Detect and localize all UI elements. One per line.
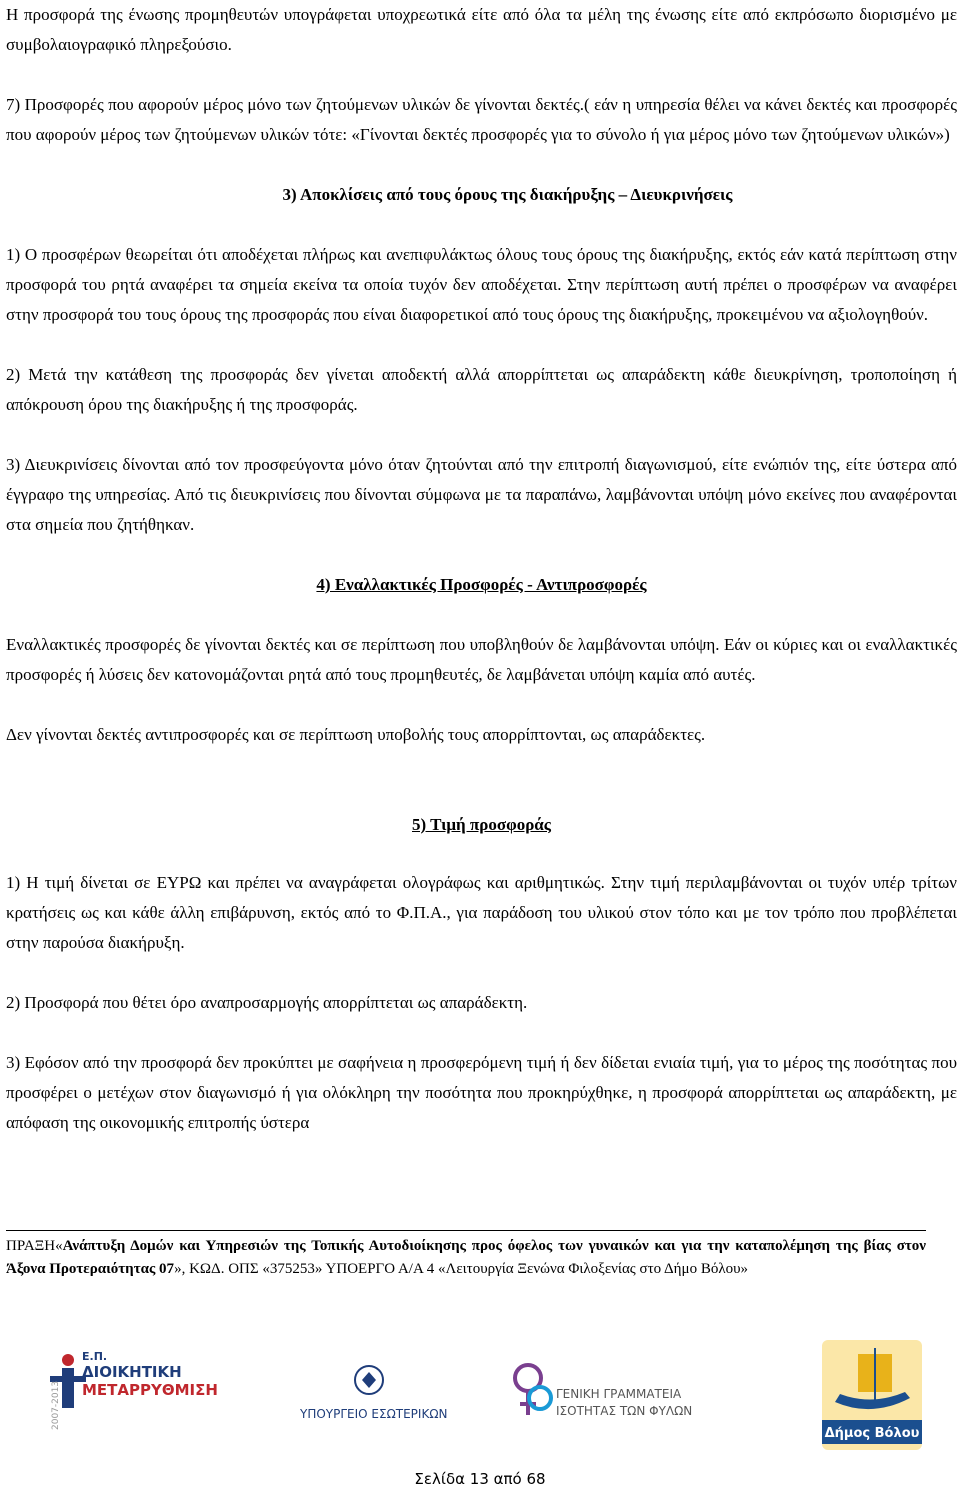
- gg-line2: ΙΣΟΤΗΤΑΣ ΤΩΝ ΦΥΛΩΝ: [556, 1404, 693, 1418]
- section-heading: 5) Τιμή προσφοράς: [412, 815, 551, 834]
- ministry-logo: [299, 1366, 447, 1421]
- footer-prefix: ΠΡΑΞΗ«: [6, 1238, 63, 1254]
- footer-title: Ανάπτυξη Δομών και Υπηρεσιών της Τοπικής Αυτοδιοίκησης προς όφελος των γυναικών και για την καταπολέμηση της βίας στον Άξονα Προτεραιότητας 07: [6, 1238, 926, 1277]
- paragraph: 7) Προσφορές που αφορούν μέρος μόνο των ζητούμενων υλικών δε γίνονται δεκτές.( εάν η υπηρεσία θέλει να κάνει δεκτές και προσφορές που αφορούν μέρος των ζητούμενων υλικών τότε: «Γίνονται δεκτές προσφορές για το σύνολο ή για μέρος μόνο των ζητούμενων υλικών»): [6, 95, 957, 144]
- document-page: [6, 0, 957, 1138]
- paragraph: Δεν γίνονται δεκτές αντιπροσφορές και σε περίπτωση υποβολής τους απορρίπτονται, ως απαράδεκτες.: [6, 725, 706, 744]
- logo-strip: [0, 1340, 960, 1450]
- paragraph: 2) Προσφορά που θέτει όρο αναπροσαρμογής απορρίπτεται ως απαράδεκτη.: [6, 993, 528, 1012]
- paragraph: Η προσφορά της ένωσης προμηθευτών υπογράφεται υποχρεωτικά είτε από όλα τα μέλη της ένωσης είτε από εκπρόσωπο διορισμένο με συμβολαιογραφικό πληρεξούσιο.: [6, 5, 957, 54]
- ep-line1: ΔΙΟΙΚΗΤΙΚΗ: [82, 1363, 182, 1381]
- gg-logo: [515, 1365, 692, 1418]
- section-heading: 4) Εναλλακτικές Προσφορές - Αντιπροσφορές: [316, 575, 647, 594]
- paragraph: 2) Μετά την κατάθεση της προσφοράς δεν γίνεται αποδεκτή αλλά απορρίπτεται ως απαράδεκτη κάθε διευκρίνηση, τροποποίηση ή απόκρουση όρου της διακήρυξης ή της προσφοράς.: [6, 365, 957, 414]
- ep-years: 2007-2013: [51, 1380, 61, 1430]
- ministry-name: ΥΠΟΥΡΓΕΙΟ ΕΣΩΤΕΡΙΚΩΝ: [300, 1407, 448, 1421]
- footer-rest: », ΚΩΔ. ΟΠΣ «375253» ΥΠΟΕΡΓΟ Α/Α 4 «Λειτουργία Ξενώνα Φιλοξενίας στο Δήμο Βόλου»: [174, 1261, 749, 1277]
- ep-logo: [50, 1350, 218, 1430]
- paragraph: 1) Ο προσφέρων θεωρείται ότι αποδέχεται πλήρως και ανεπιφυλάκτως όλους τους όρους της διακήρυξης, εκτός εάν κατά περίπτωση στην προσφορά του ρητά αναφέρει τα σημεία εκείνα τα οποία τυχόν δεν αποδέχεται. Στην περίπτωση αυτή πρέπει ο προσφέρων να αναφέρει στην προσφορά του τους όρους της προσφοράς που είναι διαφορετικοί από τους όρους της διακήρυξης, προκειμένου να αξιολογηθούν.: [6, 245, 957, 324]
- paragraph: 3) Εφόσον από την προσφορά δεν προκύπτει με σαφήνεια η προσφερόμενη τιμή ή δεν δίδεται ενιαία τιμή, για το μέρος της ποσότητας που προσφέρει ο μετέχων στον διαγωνισμό ή για ολόκληρη την ποσότητα που προκηρύχθηκε, η προσφορά απορρίπτεται ως απαράδεκτη, με απόφαση της οικονομικής επιτροπής ύστερα: [6, 1053, 957, 1132]
- ep-figure-head-icon: [62, 1354, 74, 1366]
- ep-figure-body-icon: [62, 1368, 74, 1408]
- ep-line2: ΜΕΤΑΡΡΥΘΜΙΣΗ: [82, 1381, 218, 1399]
- dimos-name: Δήμος Βόλου: [824, 1426, 920, 1441]
- paragraph: 1) Η τιμή δίνεται σε ΕΥΡΩ και πρέπει να αναγράφεται ολογράφως και αριθμητικώς. Στην τιμή περιλαμβάνονται οι τυχόν υπέρ τρίτων κρατήσεις ως και κάθε άλλη επιβάρυνση, εκτός από το Φ.Π.Α., για παράδοση του υλικού στον τόπο και με τον τρόπο που προβλέπεται στην παρούσα διακήρυξη.: [6, 873, 957, 952]
- paragraph: 3) Διευκρινίσεις δίνονται από τον προσφεύγοντα μόνο όταν ζητούνται από την επιτροπή διαγωνισμού, είτε ενώπιόν της, είτε ύστερα από έγγραφο της υπηρεσίας. Από τις διευκρινίσεις που δίνονται σύμφωνα με τα παραπάνω, λαμβάνονται υπόψη μόνο εκείνες που αναφέρονται στα σημεία που ζητήθηκαν.: [6, 455, 957, 534]
- ministry-cross-icon: [362, 1372, 376, 1388]
- project-footer: [6, 1230, 926, 1281]
- section-heading: 3) Αποκλίσεις από τους όρους της διακήρυξης – Διευκρινήσεις: [282, 185, 733, 204]
- page-number: Σελίδα 13 από 68: [414, 1470, 546, 1488]
- ep-label: Ε.Π.: [82, 1350, 108, 1363]
- gg-line1: ΓΕΝΙΚΗ ΓΡΑΜΜΑΤΕΙΑ: [556, 1387, 682, 1401]
- dimos-logo: [822, 1340, 922, 1450]
- paragraph: Εναλλακτικές προσφορές δε γίνονται δεκτές και σε περίπτωση που υποβληθούν δε λαμβάνονται υπόψη. Εάν οι κύριες και οι εναλλακτικές προσφορές ή λύσεις δεν κατονομάζονται ρητά από τους προμηθευτές, δε λαμβάνεται υπόψη καμία από αυτές.: [6, 635, 957, 684]
- gg-male-symbol-icon: [529, 1387, 551, 1409]
